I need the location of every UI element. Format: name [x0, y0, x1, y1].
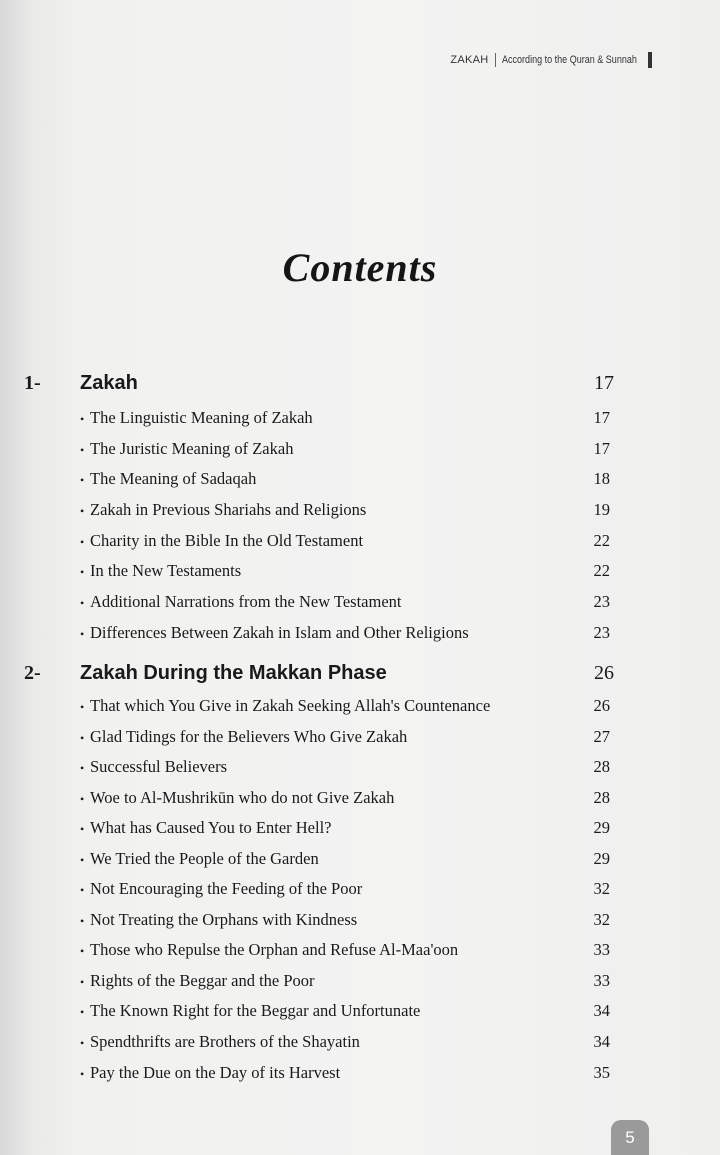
toc-item: • Glad Tidings for the Believers Who Give Zakah 27: [80, 727, 610, 746]
running-header: [450, 50, 652, 70]
toc-item-page: 22: [593, 531, 610, 550]
toc-item: • Zakah in Previous Shariahs and Religions 19: [80, 500, 610, 519]
toc-item: • The Linguistic Meaning of Zakah 17: [80, 408, 610, 427]
section-number: 2-: [24, 662, 41, 684]
toc-item-title: The Juristic Meaning of Zakah: [90, 439, 294, 458]
toc-item: • Not Encouraging the Feeding of the Poor 32: [80, 879, 610, 898]
toc-item-title: What has Caused You to Enter Hell?: [90, 818, 332, 837]
toc-item-page: 23: [593, 623, 610, 642]
toc-item: • Woe to Al-Mushrikūn who do not Give Zakah 28: [80, 788, 610, 807]
toc-item: • Charity in the Bible In the Old Testament 22: [80, 531, 610, 550]
toc-item-title: The Meaning of Sadaqah: [90, 469, 257, 488]
toc-item-page: 18: [593, 469, 610, 488]
toc-item-page: 35: [593, 1063, 610, 1082]
toc-item: • Spendthrifts are Brothers of the Shayatin 34: [80, 1032, 610, 1051]
toc-item-title: That which You Give in Zakah Seeking Allah's Countenance: [90, 696, 491, 715]
toc-item-title: Not Treating the Orphans with Kindness: [90, 910, 358, 929]
toc-item-page: 26: [593, 696, 610, 715]
toc-item-title: Spendthrifts are Brothers of the Shayatin: [90, 1032, 360, 1051]
page-title: Contents: [282, 245, 438, 290]
toc-item: • Additional Narrations from the New Testament 23: [80, 592, 610, 611]
section-title: Zakah During the Makkan Phase: [80, 662, 387, 684]
toc-item-page: 23: [593, 592, 610, 611]
toc-item-page: 34: [593, 1001, 610, 1020]
toc-item-title: Charity in the Bible In the Old Testament: [90, 531, 364, 550]
toc-item-title: In the New Testaments: [90, 561, 242, 580]
toc-item-page: 28: [593, 757, 610, 776]
toc-item-title: We Tried the People of the Garden: [90, 849, 319, 868]
toc-item-title: Not Encouraging the Feeding of the Poor: [90, 879, 363, 898]
toc-item-title: Zakah in Previous Shariahs and Religions: [90, 500, 367, 519]
toc-item: • Pay the Due on the Day of its Harvest 35: [80, 1063, 610, 1082]
toc-item-page: 29: [593, 849, 610, 868]
toc-item-page: 27: [593, 727, 610, 746]
toc-section-2: [0, 662, 720, 692]
toc-item: • In the New Testaments 22: [80, 561, 610, 580]
toc-item-title: Those who Repulse the Orphan and Refuse Al-Maa'oon: [90, 940, 459, 959]
toc-item-title: The Linguistic Meaning of Zakah: [90, 408, 313, 427]
toc-item: • The Known Right for the Beggar and Unfortunate 34: [80, 1001, 610, 1020]
toc-item-title: Woe to Al-Mushrikūn who do not Give Zakah: [90, 788, 395, 807]
toc-item-page: 32: [593, 910, 610, 929]
header-brand: ZAKAH: [450, 54, 489, 66]
toc-item-title: Successful Believers: [90, 757, 228, 776]
header-divider: [495, 53, 496, 67]
toc-item: • The Juristic Meaning of Zakah 17: [80, 439, 610, 458]
toc-item-page: 33: [593, 940, 610, 959]
toc-item-page: 22: [593, 561, 610, 580]
toc-item-title: Pay the Due on the Day of its Harvest: [90, 1063, 341, 1082]
toc-item-title: Additional Narrations from the New Testament: [90, 592, 402, 611]
toc-item: • Those who Repulse the Orphan and Refuse Al-Maa'oon 33: [80, 940, 610, 959]
toc-item-title: Rights of the Beggar and the Poor: [90, 971, 315, 990]
toc-item: • What has Caused You to Enter Hell? 29: [80, 818, 610, 837]
section-title: Zakah: [80, 372, 138, 394]
page-number: 5: [611, 1120, 649, 1155]
toc-item: • The Meaning of Sadaqah 18: [80, 469, 610, 488]
toc-item-page: 32: [593, 879, 610, 898]
toc-item-page: 33: [593, 971, 610, 990]
toc-item-page: 29: [593, 818, 610, 837]
toc-item-page: 34: [593, 1032, 610, 1051]
toc-item-page: 17: [593, 439, 610, 458]
section-page: 17: [594, 372, 614, 394]
toc-item: • Differences Between Zakah in Islam and Other Religions 23: [80, 623, 610, 642]
section-number: 1-: [24, 372, 41, 394]
toc-item-title: Differences Between Zakah in Islam and Other Religions: [90, 623, 469, 642]
toc-item: • Successful Believers 28: [80, 757, 610, 776]
toc-item-title: The Known Right for the Beggar and Unfortunate: [90, 1001, 421, 1020]
toc-item: • We Tried the People of the Garden 29: [80, 849, 610, 868]
toc-item: • Rights of the Beggar and the Poor 33: [80, 971, 610, 990]
section-page: 26: [594, 662, 614, 684]
header-subtitle: According to the Quran & Sunnah: [501, 54, 637, 66]
toc-item-page: 19: [593, 500, 610, 519]
header-bar: [648, 52, 652, 68]
toc-item: • That which You Give in Zakah Seeking Allah's Countenance 26: [80, 696, 610, 715]
toc-item-page: 17: [593, 408, 610, 427]
toc-item-title: Glad Tidings for the Believers Who Give Zakah: [90, 727, 408, 746]
toc-item-page: 28: [593, 788, 610, 807]
toc-section-1: [0, 372, 720, 402]
toc-item: • Not Treating the Orphans with Kindness 32: [80, 910, 610, 929]
